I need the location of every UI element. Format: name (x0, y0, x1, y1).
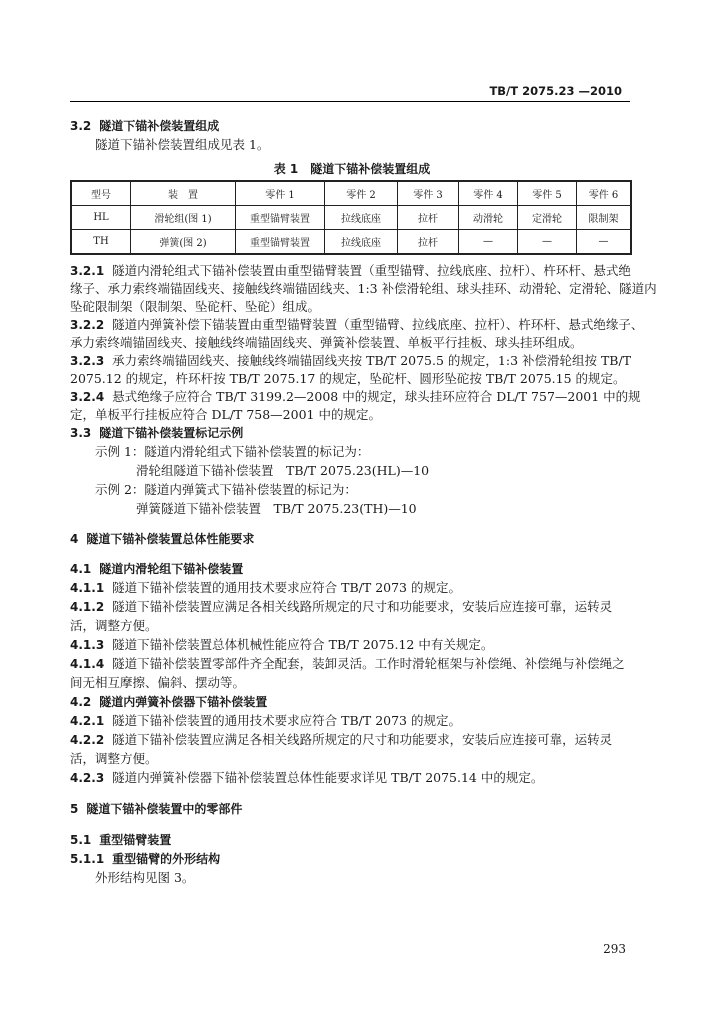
section-number: 5 (70, 802, 79, 816)
col-header: 型号 (71, 181, 131, 206)
clause-3-2-4-line1 (70, 388, 641, 406)
clause-3-2-2-line2: 承力索终端锚固线夹、接触线终端锚固线夹、弹簧补偿装置、单板平行挂板、球头挂环组成。 (70, 335, 583, 350)
table-header-row (71, 181, 631, 206)
page-number: 293 (603, 942, 626, 956)
table-cell: HL (71, 206, 131, 230)
table-cell: 弹簧(图 2) (131, 230, 236, 255)
components-table (70, 180, 632, 255)
clause-number: 4.1.3 (70, 638, 105, 652)
section-title: 重型锚臂装置 (99, 833, 172, 847)
clause-4-1-2-line2: 活，调整方便。 (70, 618, 158, 633)
clause-3-2-1-line1 (70, 262, 632, 280)
clause-4-1-1 (70, 579, 632, 597)
example-2-mark: 弹簧隧道下锚补偿装置 TB/T 2075.23(TH)—10 (136, 501, 417, 516)
section-title: 隧道内滑轮组下锚补偿装置 (99, 562, 244, 576)
clause-number: 4.2.1 (70, 714, 105, 728)
col-header: 零件 4 (459, 181, 518, 206)
clause-number: 3.2.4 (70, 390, 105, 404)
table-cell: 拉线底座 (325, 206, 398, 230)
table-cell: 动滑轮 (459, 206, 518, 230)
section-title: 隧道下锚补偿装置中的零部件 (86, 802, 243, 816)
clause-3-2-4-line2: 定，单板平行挂板应符合 DL/T 758—2001 中的规定。 (70, 407, 381, 422)
col-header: 零件 2 (325, 181, 398, 206)
section-title: 重型锚臂的外形结构 (112, 852, 221, 866)
section-number: 3.3 (70, 426, 92, 440)
table-cell: — (518, 230, 577, 255)
col-header: 零件 5 (518, 181, 577, 206)
clause-number: 3.2.2 (70, 318, 105, 332)
section-title: 隧道内弹簧补偿器下锚补偿装置 (99, 695, 268, 709)
clause-4-2-2-line2: 活，调整方便。 (70, 751, 158, 766)
section-title: 隧道下锚补偿装置总体性能要求 (86, 532, 255, 546)
table-cell: — (459, 230, 518, 255)
clause-text: 隧道内弹簧补偿器下锚补偿装置总体性能要求详见 TB/T 2075.14 中的规定。 (112, 770, 544, 785)
clause-text: 隧道下锚补偿装置的通用技术要求应符合 TB/T 2073 的规定。 (112, 713, 461, 728)
clause-4-1-3 (70, 636, 632, 654)
clause-number: 4.1.1 (70, 581, 105, 595)
col-header: 零件 3 (398, 181, 459, 206)
clause-text: 隧道下锚补偿装置的通用技术要求应符合 TB/T 2073 的规定。 (112, 580, 461, 595)
table-cell: 拉杆 (398, 230, 459, 255)
section-3-2-intro: 隧道下锚补偿装置组成见表 1。 (95, 137, 270, 152)
section-number: 4.1 (70, 562, 92, 576)
clause-3-2-1-line2: 缘子、承力索终端锚固线夹、接触线终端锚固线夹、1:3 补偿滑轮组、球头挂环、动滑轮、定滑轮、隧道内 (70, 281, 657, 296)
clause-3-2-2-line1 (70, 316, 644, 334)
table-row (71, 230, 631, 255)
section-5-1-heading (70, 831, 632, 849)
clause-number: 4.1.4 (70, 657, 105, 671)
clause-text: 隧道下锚补偿装置应满足各相关线路所规定的尺寸和功能要求，安装后应连接可靠，运转灵 (112, 732, 613, 747)
section-title: 隧道下锚补偿装置组成 (99, 119, 220, 133)
clause-text: 隧道下锚补偿装置应满足各相关线路所规定的尺寸和功能要求，安装后应连接可靠，运转灵 (112, 599, 613, 614)
table-caption: 表 1 隧道下锚补偿装置组成 (273, 162, 431, 176)
clause-4-1-4-line1 (70, 655, 632, 673)
clause-4-2-2-line1 (70, 731, 632, 749)
section-3-2-heading (70, 117, 632, 135)
clause-text: 隧道内滑轮组式下锚补偿装置由重型锚臂装置（重型锚臂、拉线底座、拉杆）、杵环杆、悬式绝 (112, 263, 631, 278)
section-number: 5.1 (70, 833, 92, 847)
clause-number: 3.2.3 (70, 354, 105, 368)
table-row (71, 206, 631, 230)
clause-number: 4.2.3 (70, 771, 105, 785)
section-5-heading (70, 800, 632, 818)
section-3-3-heading (70, 424, 632, 442)
example-1-mark: 滑轮组隧道下锚补偿装置 TB/T 2075.23(HL)—10 (136, 463, 430, 478)
table-cell: 定滑轮 (518, 206, 577, 230)
clause-text: 隧道下锚补偿装置总体机械性能应符合 TB/T 2075.12 中有关规定。 (112, 637, 494, 652)
table-cell: TH (71, 230, 131, 255)
clause-3-2-1-line3: 坠砣限制架（限制架、坠砣杆、坠砣）组成。 (70, 299, 321, 314)
section-number: 3.2 (70, 119, 92, 133)
section-4-1-heading (70, 560, 632, 578)
clause-number: 4.1.2 (70, 600, 105, 614)
clause-text: 隧道下锚补偿装置零部件齐全配套，装卸灵活。工作时滑轮框架与补偿绳、补偿绳与补偿绳之 (112, 656, 625, 671)
header-rule (70, 101, 630, 102)
table-cell: 拉杆 (398, 206, 459, 230)
clause-3-2-3-line1 (70, 352, 632, 370)
section-title: 隧道下锚补偿装置标记示例 (99, 426, 244, 440)
clause-4-1-4-line2: 间无相互摩擦、偏斜、摆动等。 (70, 675, 246, 690)
section-5-1-1-text: 外形结构见图 3。 (95, 870, 195, 885)
clause-text: 承力索终端锚固线夹、接触线终端锚固线夹按 TB/T 2075.5 的规定，1:3 补偿滑轮组按 TB/T (112, 353, 632, 368)
section-number: 4 (70, 532, 79, 546)
standard-code: TB/T 2075.23 —2010 (489, 84, 622, 98)
table-cell: 重型锚臂装置 (236, 206, 325, 230)
section-4-2-heading (70, 693, 632, 711)
clause-4-2-3 (70, 769, 632, 787)
example-1: 示例 1：隧道内滑轮组式下锚补偿装置的标记为： (95, 444, 370, 459)
clause-text: 隧道内弹簧补偿下锚装置由重型锚臂装置（重型锚臂、拉线底座、拉杆）、杵环杆、悬式绝缘子、 (112, 317, 644, 332)
col-header: 装 置 (131, 181, 236, 206)
clause-3-2-3-line2: 2075.12 的规定，杵环杆按 TB/T 2075.17 的规定，坠砣杆、圆形坠砣按 TB/T 2075.15 的规定。 (70, 371, 626, 386)
clause-number: 4.2.2 (70, 733, 105, 747)
clause-4-1-2-line1 (70, 598, 632, 616)
clause-4-2-1 (70, 712, 632, 730)
section-5-1-1-heading (70, 850, 632, 868)
section-4-heading (70, 530, 632, 548)
col-header: 零件 6 (577, 181, 632, 206)
table-cell: 重型锚臂装置 (236, 230, 325, 255)
clause-text: 悬式绝缘子应符合 TB/T 3199.2—2008 中的规定，球头挂环应符合 DL/T 757—2001 中的规 (112, 389, 641, 404)
table-cell: 限制架 (577, 206, 632, 230)
table-cell: — (577, 230, 632, 255)
example-2: 示例 2：隧道内弹簧式下锚补偿装置的标记为： (95, 482, 357, 497)
table-cell: 拉线底座 (325, 230, 398, 255)
section-number: 5.1.1 (70, 852, 105, 866)
section-number: 4.2 (70, 695, 92, 709)
table-cell: 滑轮组(图 1) (131, 206, 236, 230)
clause-number: 3.2.1 (70, 264, 105, 278)
col-header: 零件 1 (236, 181, 325, 206)
